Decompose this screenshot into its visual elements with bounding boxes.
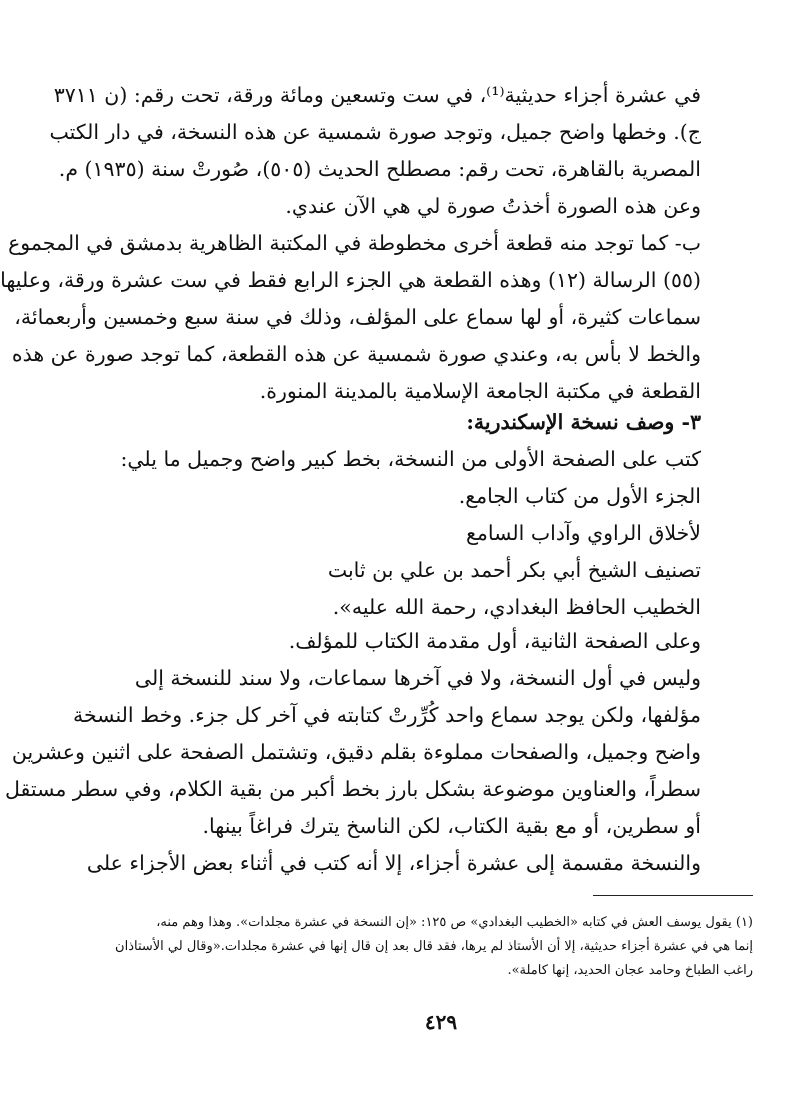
body-line-16: وعلى الصفحة الثانية، أول مقدمة الكتاب للمؤلف. bbox=[288, 629, 701, 653]
body-line-19: واضح وجميل، والصفحات مملوءة بقلم دقيق، وتشتمل الصفحة على اثنين وعشرين bbox=[11, 740, 701, 764]
body-line-4: وعن هذه الصورة أخذتُ صورة لي هي الآن عندي. bbox=[285, 194, 701, 218]
page-number: ٤٢٩ bbox=[424, 1010, 458, 1034]
body-line-22: والنسخة مقسمة إلى عشرة أجزاء، إلا أنه كتب في أثناء بعض الأجزاء على bbox=[86, 851, 701, 875]
section-heading: ٣- وصف نسخة الإسكندرية: bbox=[466, 410, 701, 434]
body-line-11: كتب على الصفحة الأولى من النسخة، بخط كبير واضح وجميل ما يلي: bbox=[120, 447, 701, 471]
body-line-3: المصرية بالقاهرة، تحت رقم: مصطلح الحديث (٥٠٥)، صُورتْ سنة (١٩٣٥) م. bbox=[58, 157, 701, 181]
body-line-17: وليس في أول النسخة، ولا في آخرها سماعات، ولا سند للنسخة إلى bbox=[134, 666, 701, 690]
body-line-15: الخطيب الحافظ البغدادي، رحمة الله عليه». bbox=[332, 595, 701, 619]
footnote-line-1: (١) يقول يوسف العش في كتابه «الخطيب البغدادي» ص ١٢٥: «إن النسخة في عشرة مجلدات». وهذا وهم منه، bbox=[156, 915, 753, 930]
body-line-2: ج). وخطها واضح جميل، وتوجد صورة شمسية عن هذه النسخة، في دار الكتب bbox=[49, 120, 701, 144]
body-line-8: والخط لا بأس به، وعندي صورة شمسية عن هذه القطعة، كما توجد صورة عن هذه bbox=[11, 342, 701, 366]
body-line-20: سطراً، والعناوين موضوعة بشكل بارز بخط أكبر من بقية الكلام، وفي سطر مستقل bbox=[5, 777, 701, 801]
footnote-line-3: راغب الطباخ وحامد عجان الحديد، إنها كاملة». bbox=[507, 963, 753, 978]
body-line-12: الجزء الأول من كتاب الجامع. bbox=[458, 484, 701, 508]
body-line-21: أو سطرين، أو مع بقية الكتاب، لكن الناسخ يترك فراغاً بينها. bbox=[202, 814, 701, 838]
body-line-1: في عشرة أجزاء حديثية⁽¹⁾، في ست وتسعين ومائة ورقة، تحت رقم: (ن ٣٧١١ bbox=[53, 83, 701, 107]
body-line-6: (٥٥) الرسالة (١٢) وهذه القطعة هي الجزء الرابع فقط في ست عشرة ورقة، وعليها bbox=[0, 268, 701, 292]
body-line-14: تصنيف الشيخ أبي بكر أحمد بن علي بن ثابت bbox=[327, 558, 701, 582]
body-line-7: سماعات كثيرة، أو لها سماع على المؤلف، وذلك في سنة سبع وخمسين وأربعمائة، bbox=[14, 305, 701, 329]
body-line-5: ب- كما توجد منه قطعة أخرى مخطوطة في المكتبة الظاهرية بدمشق في المجموع bbox=[8, 231, 701, 255]
body-line-13: لأخلاق الراوي وآداب السامع bbox=[465, 521, 701, 545]
footnote-divider bbox=[593, 895, 753, 896]
body-line-18: مؤلفها، ولكن يوجد سماع واحد كُرِّرتْ كتابته في آخر كل جزء. وخط النسخة bbox=[72, 703, 701, 727]
body-line-9: القطعة في مكتبة الجامعة الإسلامية بالمدينة المنورة. bbox=[259, 379, 701, 403]
footnote-line-2: إنما هي في عشرة أجزاء حديثية، إلا أن الأستاذ لم يرها، فقد قال بعد إن قال إنها في عشرة مجلدات.«وقال لي الأستاذان bbox=[115, 939, 753, 954]
